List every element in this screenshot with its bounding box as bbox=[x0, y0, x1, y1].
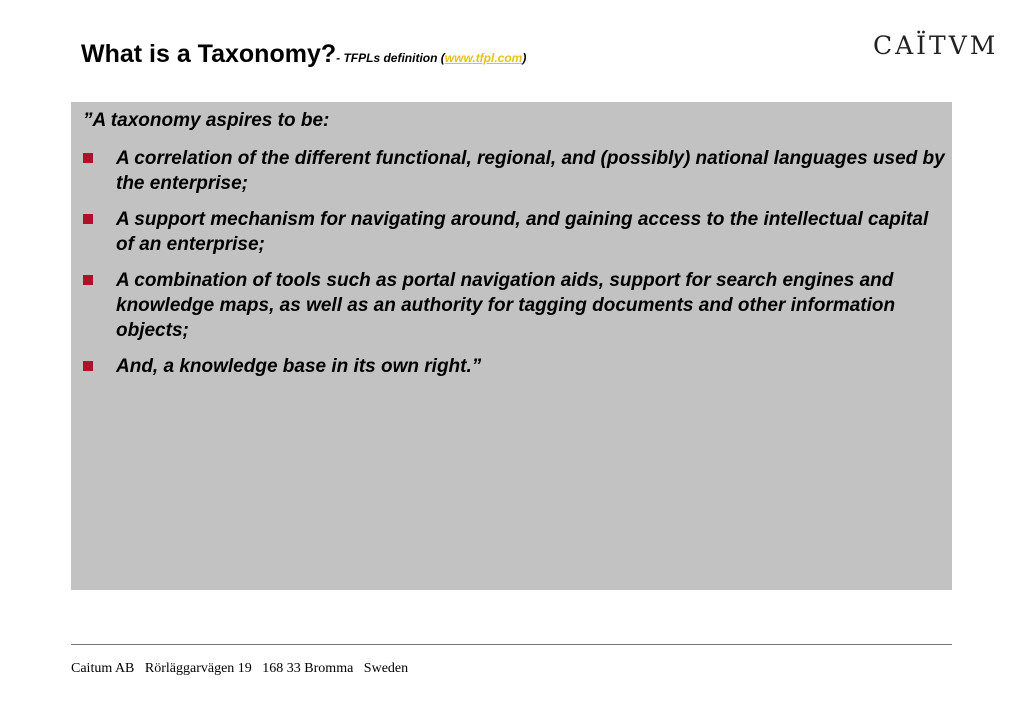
bullet-square-icon bbox=[83, 275, 93, 285]
bullet-square-icon bbox=[83, 214, 93, 224]
bullet-square-icon bbox=[83, 361, 93, 371]
subtitle-suffix: ) bbox=[522, 51, 527, 65]
list-item bbox=[83, 207, 945, 257]
title-subtitle bbox=[336, 51, 526, 65]
bullet-text: And, a knowledge base in its own right.” bbox=[116, 356, 482, 377]
bullet-text: A support mechanism for navigating around, and gaining access to the intellectual capital of an enterprise; bbox=[116, 209, 929, 255]
tfpl-link[interactable]: www.tfpl.com bbox=[444, 51, 523, 65]
subtitle-prefix: - TFPLs definition ( bbox=[336, 51, 445, 65]
title-main: What is a Taxonomy? bbox=[81, 40, 337, 68]
bullet-text: A combination of tools such as portal navigation aids, support for search engines and knowledge maps, as well as an authority for tagging documents and other information objects; bbox=[116, 270, 896, 341]
bullet-square-icon bbox=[83, 153, 93, 163]
caitum-logo: CAÏTVM bbox=[873, 31, 999, 60]
bullet-text: A correlation of the different functional, regional, and (possibly) national languages used by the enterprise; bbox=[116, 148, 945, 194]
content-panel bbox=[71, 102, 952, 590]
footer-divider bbox=[71, 644, 952, 645]
list-item bbox=[83, 268, 945, 343]
list-item bbox=[83, 146, 945, 196]
footer-address: Caitum AB Rörläggarvägen 19 168 33 Bromma Sweden bbox=[71, 661, 409, 676]
intro-text: ”A taxonomy aspires to be: bbox=[83, 110, 330, 131]
bullet-list bbox=[83, 146, 945, 390]
list-item bbox=[83, 354, 945, 379]
page-title bbox=[81, 40, 526, 69]
